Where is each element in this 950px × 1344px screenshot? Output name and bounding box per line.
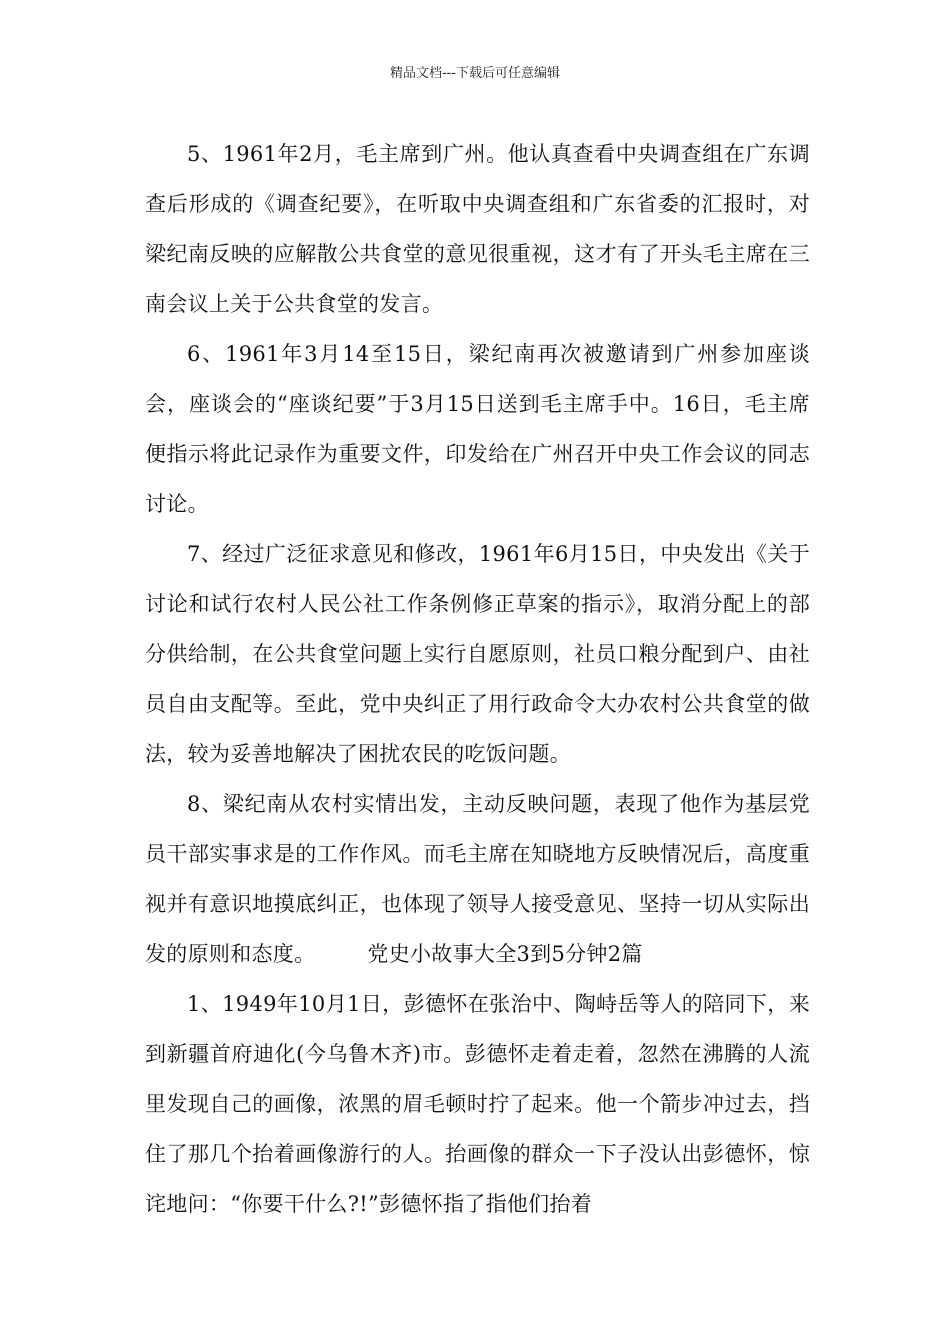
paragraph-story-1: 1、1949年10月1日，彭德怀在张治中、陶峙岳等人的陪同下，来到新疆首府迪化(今乌鲁木齐)市。彭德怀走着走着，忽然在沸腾的人流里发现自己的画像，浓黑的眉毛顿时拧了起来。他一个箭步冲过去，挡住了那几个抬着画像游行的人。抬画像的群众一下子没认出彭德怀，惊诧地问：“你要干什么?!”彭德怀指了指他们抬着 — [145, 992, 810, 1216]
paragraph-8-text: 8、梁纪南从农村实情出发，主动反映问题，表现了他作为基层党员干部实事求是的工作作风。而毛主席在知晓地方反映情况后，高度重视并有意识地摸底纠正，也体现了领导人接受意见、坚持一切从实际出发的原则和态度。 — [145, 792, 810, 966]
paragraph-5: 5、1961年2月，毛主席到广州。他认真查看中央调查组在广东调查后形成的《调查纪要》，在听取中央调查组和广东省委的汇报时，对梁纪南反映的应解散公共食堂的意见很重视，这才有了开头毛主席在三南会议上关于公共食堂的发言。 — [145, 142, 810, 316]
section-title: 党史小故事大全3到5分钟2篇 — [367, 942, 643, 966]
paragraph-6: 6、1961年3月14至15日，梁纪南再次被邀请到广州参加座谈会，座谈会的“座谈纪要”于3月15日送到毛主席手中。16日，毛主席便指示将此记录作为重要文件，印发给在广州召开中央工作会议的同志讨论。 — [145, 342, 810, 516]
paragraph-7: 7、经过广泛征求意见和修改，1961年6月15日，中央发出《关于讨论和试行农村人民公社工作条例修正草案的指示》，取消分配上的部分供给制，在公共食堂问题上实行自愿原则，社员口粮分配到户、由社员自由支配等。至此，党中央纠正了用行政命令大办农村公共食堂的做法，较为妥善地解决了困扰农民的吃饭问题。 — [145, 542, 810, 766]
page-header: 精品文档---下载后可任意编辑 — [389, 66, 561, 81]
paragraph-8 — [145, 779, 810, 979]
document-body — [145, 129, 810, 1229]
